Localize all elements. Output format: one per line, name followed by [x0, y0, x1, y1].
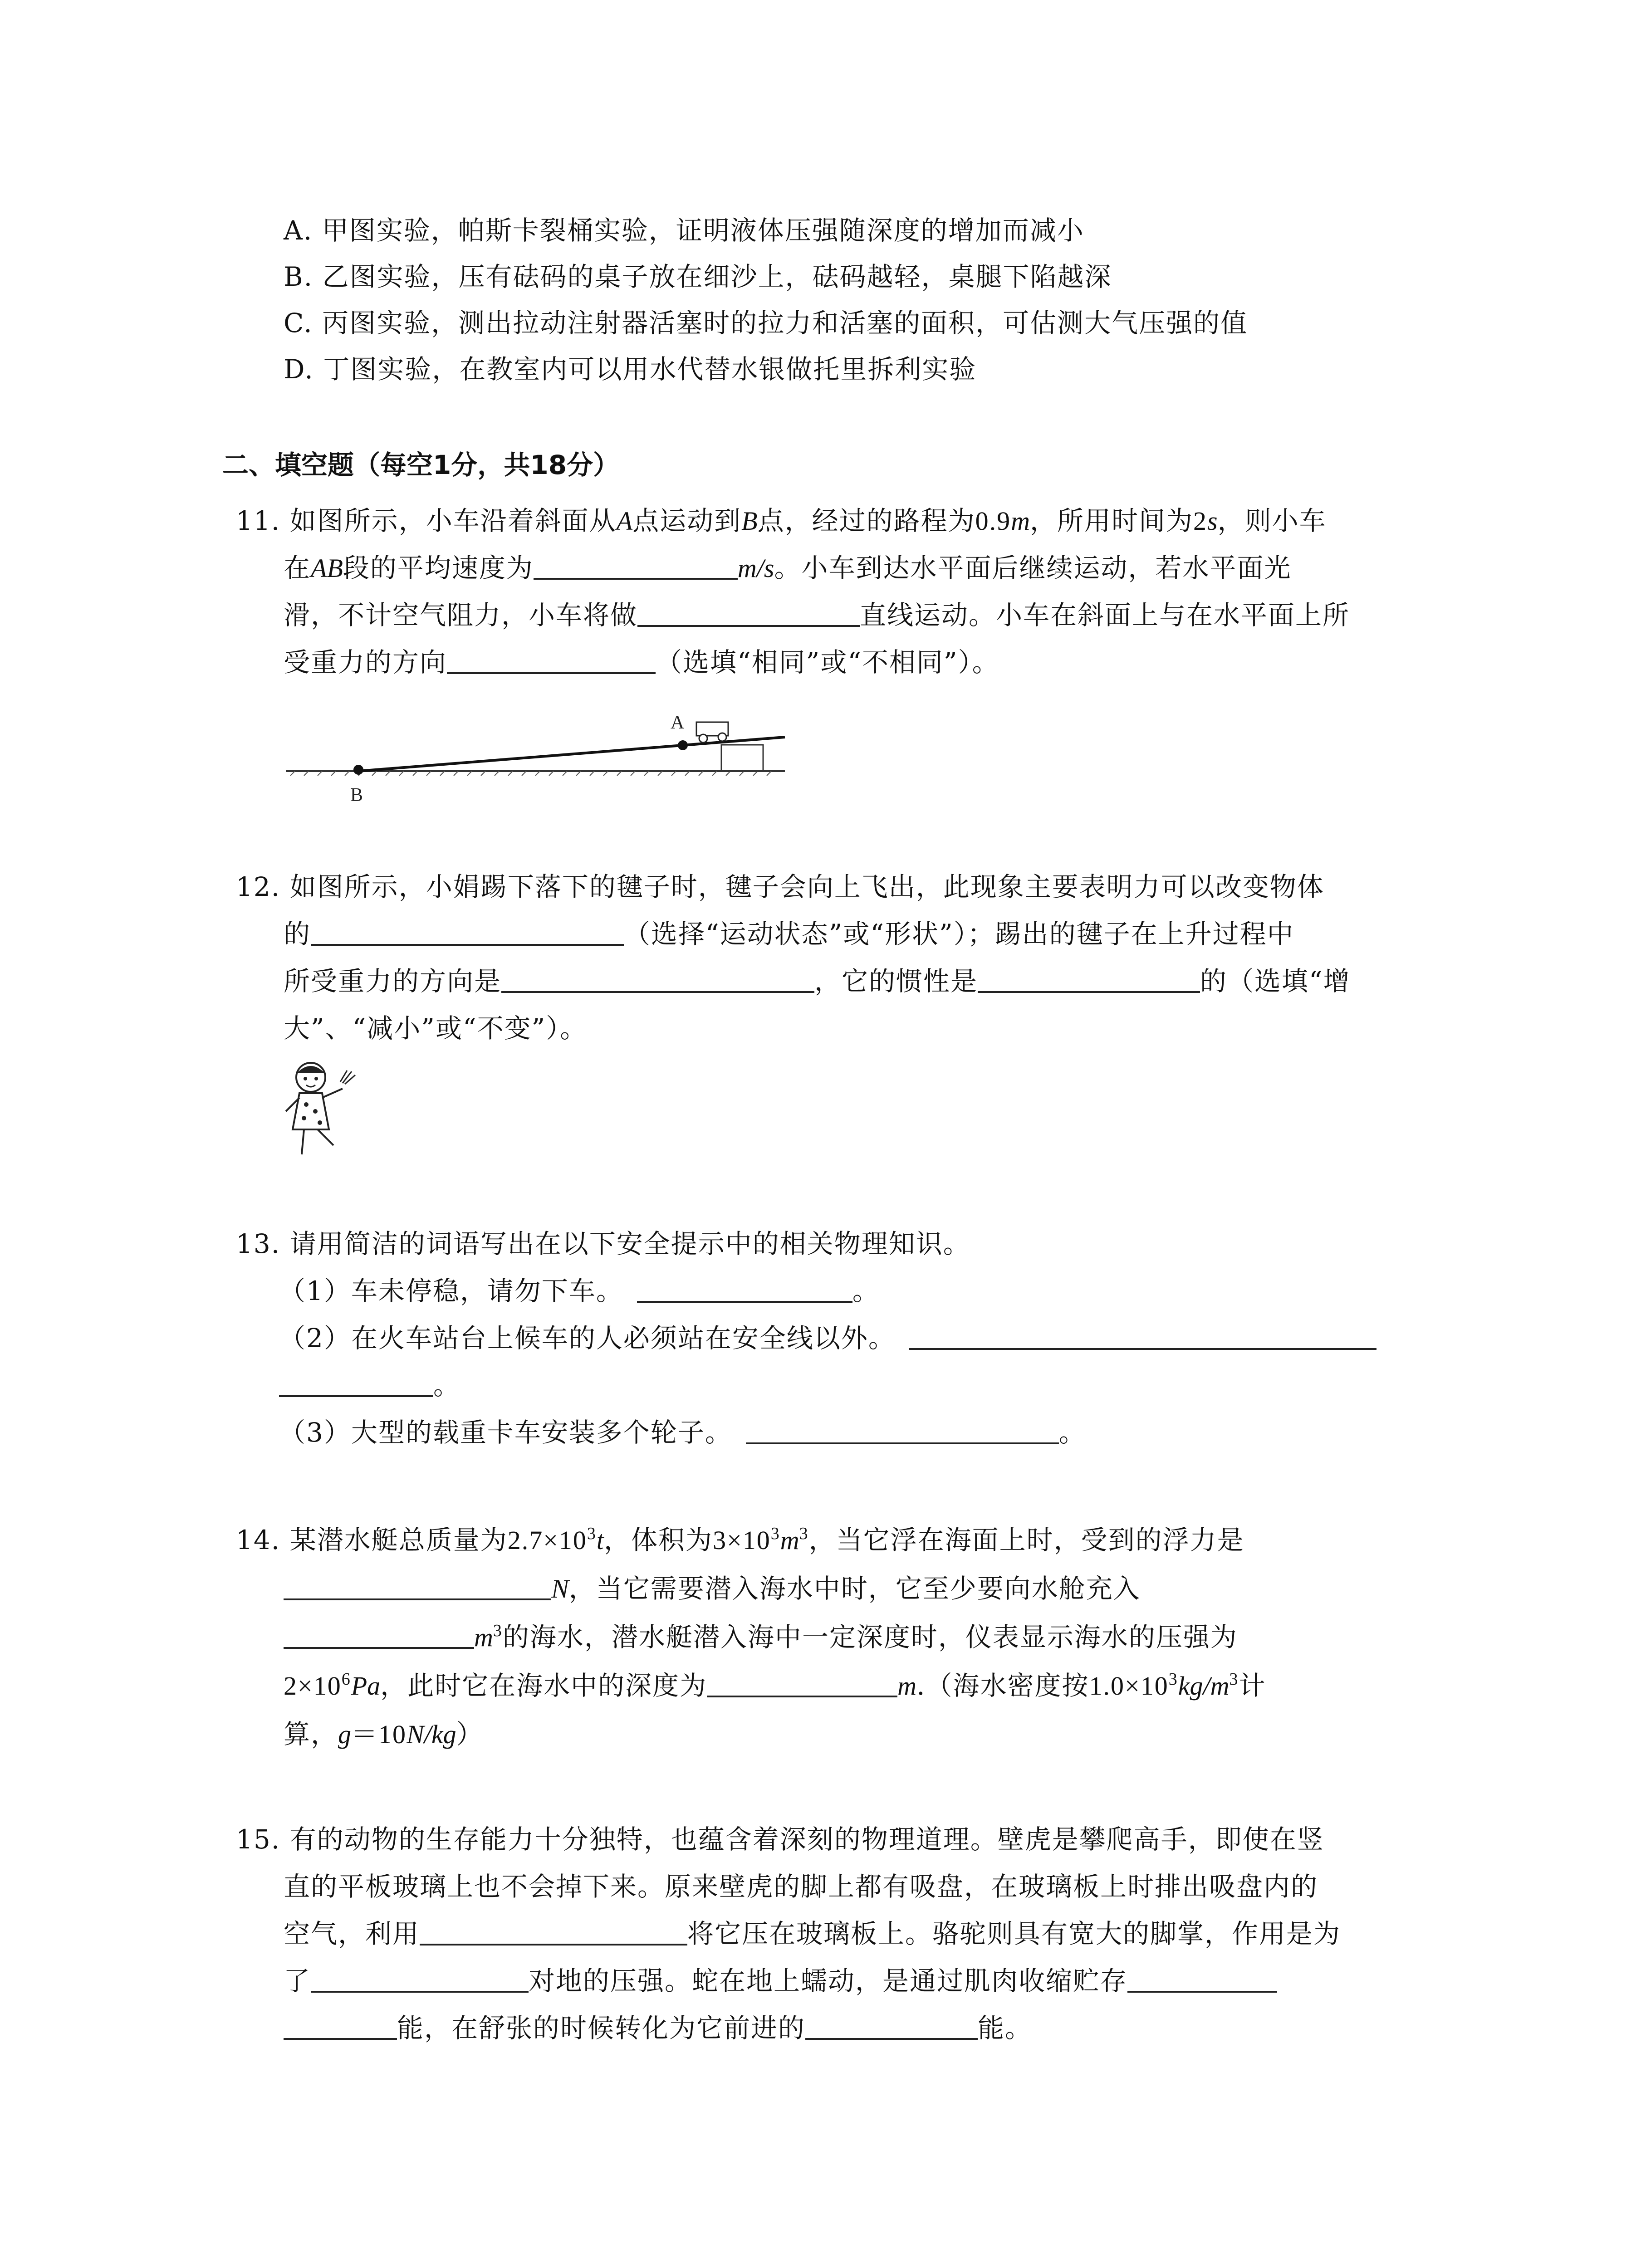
answer-blank[interactable] — [311, 917, 624, 946]
answer-blank[interactable] — [746, 1415, 1059, 1444]
q15-line-4 — [284, 1963, 1277, 1999]
label-b: B — [350, 785, 363, 806]
answer-blank[interactable] — [909, 1321, 1376, 1350]
answer-blank[interactable] — [447, 645, 656, 674]
q14-text: ，体积为 — [604, 1525, 713, 1555]
q14-unit-exponent: 3 — [1229, 1670, 1239, 1689]
q14-density-unit: kg/m — [1178, 1671, 1230, 1701]
q15-text: 能。 — [978, 2013, 1033, 2043]
q14-text: 算， — [284, 1719, 338, 1750]
answer-blank[interactable] — [1127, 1964, 1277, 1993]
q15-text: 了 — [284, 1965, 311, 1996]
q14-line-3 — [284, 1619, 1238, 1656]
q13-sub-2 — [279, 1320, 1376, 1356]
q14-text: 某潜水艇总质量为 — [289, 1525, 508, 1555]
q11-text: ，则小车 — [1217, 505, 1327, 536]
incline-diagram — [272, 699, 817, 812]
q11-text: 点，经过的路程为 — [757, 505, 975, 536]
q15-text: 能，在舒张的时候转化为它前进的 — [397, 2013, 806, 2043]
q14-line-4 — [284, 1667, 1266, 1704]
answer-blank[interactable] — [284, 2011, 397, 2040]
q11-text: 如图所示，小车沿着斜面从 — [289, 505, 617, 536]
q13-text: 请用简洁的词语写出在以下安全提示中的相关物理知识。 — [289, 1228, 970, 1259]
q11-unit-ms: m/s — [737, 553, 774, 583]
girl-kicking-shuttlecock-image — [279, 1057, 361, 1161]
q11-unit-s: s — [1207, 506, 1218, 536]
answer-blank[interactable] — [311, 1964, 529, 1993]
q13-text: （1）车未停稳，请勿下车。 — [279, 1276, 623, 1306]
q13-text: 。 — [852, 1276, 880, 1306]
q14-unit-m: m — [897, 1671, 917, 1701]
q12-text: ，它的惯性是 — [814, 966, 978, 997]
q11-text: 在 — [284, 552, 311, 583]
answer-blank[interactable] — [637, 598, 860, 627]
answer-blank[interactable] — [420, 1916, 687, 1945]
q13-sub-1 — [279, 1273, 880, 1309]
q15-line-2 — [284, 1868, 1318, 1905]
q11-distance: 0.9 — [975, 506, 1011, 536]
q14-unit-t: t — [596, 1525, 604, 1555]
question-number: 14. — [236, 1525, 281, 1555]
q14-density: 1.0×10 — [1089, 1671, 1169, 1701]
q12-text: 大”、“减小”或“不变”）。 — [284, 1013, 588, 1044]
answer-blank[interactable] — [534, 551, 738, 580]
q13-text: （3）大型的载重卡车安装多个轮子。 — [279, 1417, 732, 1448]
q14-text: ） — [456, 1719, 484, 1750]
q14-g-unit: N/kg — [407, 1720, 456, 1749]
q12-text: 如图所示，小娟踢下落下的毽子时，毽子会向上飞出，此现象主要表明力可以改变物体 — [289, 871, 1324, 902]
question-number: 15. — [236, 1824, 281, 1855]
q13-text: 。 — [1058, 1417, 1086, 1448]
q13-sub-3 — [279, 1414, 1086, 1451]
q14-symbol-g: g — [338, 1720, 352, 1749]
q14-unit-pa: Pa — [351, 1671, 381, 1701]
q11-text: 点运动到 — [632, 505, 742, 536]
q14-unit-exponent: 3 — [799, 1524, 809, 1543]
q11-text: 直线运动。小车在斜面上与在水平面上所 — [860, 600, 1350, 631]
question-number: 13. — [236, 1228, 281, 1259]
answer-blank[interactable] — [279, 1368, 433, 1397]
option-b: B. 乙图实验，压有砝码的桌子放在细沙上，砝码越轻，桌腿下陷越深 — [284, 261, 1112, 292]
point-b-marker — [353, 765, 363, 775]
q13-line-1 — [236, 1226, 970, 1262]
answer-blank[interactable] — [707, 1668, 897, 1697]
q13-sub-2-cont — [279, 1367, 460, 1403]
section-title: 二、填空题（每空1分，共18分） — [222, 450, 620, 480]
point-a-marker — [678, 740, 688, 750]
question-number: 11. — [236, 505, 281, 536]
q14-volume: 3×10 — [713, 1525, 771, 1555]
q13-text: 。 — [433, 1370, 461, 1401]
q14-unit-exponent: 3 — [493, 1621, 503, 1640]
q14-text: ，此时它在海水中的深度为 — [380, 1670, 707, 1701]
q14-line-5 — [284, 1716, 484, 1753]
q12-line-2 — [284, 916, 1294, 952]
q15-text: 将它压在玻璃板上。骆驼则具有宽大的脚掌，作用是为 — [687, 1918, 1341, 1949]
q11-text: （选填“相同”或“不相同”）。 — [656, 647, 999, 678]
q14-text: 的海水，潜水艇潜入海中一定深度时，仪表显示海水的压强为 — [502, 1622, 1238, 1652]
label-a: A — [671, 712, 685, 733]
q12-text: 的 — [284, 919, 311, 949]
q14-mass: 2.7×10 — [507, 1525, 587, 1555]
option-c: C. 丙图实验，测出拉动注射器活塞时的拉力和活塞的面积，可估测大气压强的值 — [284, 308, 1248, 338]
q15-text: 对地的压强。蛇在地上蠕动，是通过肌肉收缩贮存 — [529, 1965, 1128, 1996]
q11-text: 受重力的方向 — [284, 647, 447, 678]
q11-line-4 — [284, 644, 999, 680]
question-number: 12. — [236, 871, 281, 902]
q15-line-1 — [236, 1821, 1324, 1857]
q14-unit-m: m — [780, 1525, 799, 1555]
q15-text: 空气，利用 — [284, 1918, 420, 1949]
answer-blank[interactable] — [284, 1620, 474, 1649]
q15-text: 直的平板玻璃上也不会掉下来。原来壁虎的脚上都有吸盘，在玻璃板上时排出吸盘内的 — [284, 1871, 1318, 1902]
q11-text: 。小车到达水平面后继续运动，若水平面光 — [774, 552, 1292, 583]
q14-mass-exponent: 3 — [587, 1524, 597, 1543]
q14-text: .（海水密度按 — [916, 1670, 1089, 1701]
q14-g-value: 10 — [378, 1720, 407, 1749]
q12-text: 的（选填“增 — [1200, 966, 1351, 997]
q11-line-3 — [284, 597, 1350, 633]
q14-text: ，当它需要潜入海水中时，它至少要向水舱充入 — [568, 1573, 1141, 1604]
q12-line-1 — [236, 869, 1324, 905]
q15-text: 有的动物的生存能力十分独特，也蕴含着深刻的物理道理。壁虎是攀爬高手，即使在竖 — [289, 1824, 1324, 1855]
q14-text: 计 — [1239, 1670, 1266, 1701]
q14-density-exponent: 3 — [1168, 1670, 1178, 1689]
q12-text: 所受重力的方向是 — [284, 966, 502, 997]
q14-pressure-exponent: 6 — [341, 1670, 351, 1689]
q15-line-5 — [284, 2010, 1032, 2046]
q14-line-2 — [284, 1570, 1141, 1607]
q11-line-2 — [284, 550, 1291, 587]
cart-icon — [696, 722, 728, 743]
q13-text: （2）在火车站台上候车的人必须站在安全线以外。 — [279, 1323, 896, 1354]
answer-blank[interactable] — [501, 964, 814, 993]
q15-line-3 — [284, 1916, 1341, 1952]
q12-line-4 — [284, 1010, 587, 1046]
q11-segment-ab: AB — [311, 553, 343, 583]
q12-text: （选择“运动状态”或“形状”）；踢出的毽子在上升过程中 — [624, 919, 1294, 949]
q14-text: ＝ — [351, 1719, 379, 1750]
q11-point-a: A — [616, 506, 633, 536]
q14-text: ，当它浮在海面上时，受到的浮力是 — [808, 1525, 1244, 1555]
q14-unit-n: N — [551, 1574, 569, 1603]
option-a: A. 甲图实验，帕斯卡裂桶实验，证明液体压强随深度的增加而减小 — [284, 215, 1084, 246]
answer-blank[interactable] — [637, 1274, 852, 1303]
answer-blank[interactable] — [805, 2011, 978, 2040]
support-block — [721, 745, 763, 771]
q11-line-1 — [236, 503, 1327, 539]
q12-line-3 — [284, 963, 1351, 999]
q11-point-b: B — [741, 506, 758, 536]
q11-text: 滑，不计空气阻力，小车将做 — [284, 600, 638, 631]
q14-unit-m: m — [474, 1623, 493, 1652]
q11-time: 2 — [1193, 506, 1208, 536]
answer-blank[interactable] — [978, 964, 1200, 993]
q11-text: ，所用时间为 — [1030, 505, 1194, 536]
answer-blank[interactable] — [284, 1571, 551, 1600]
q11-unit-m: m — [1011, 506, 1030, 536]
q14-pressure: 2×10 — [284, 1671, 342, 1701]
option-d: D. 丁图实验，在教室内可以用水代替水银做托里拆利实验 — [284, 354, 977, 385]
q11-text: 段的平均速度为 — [343, 552, 534, 583]
q14-volume-exponent: 3 — [770, 1524, 780, 1543]
q14-line-1 — [236, 1522, 1244, 1559]
